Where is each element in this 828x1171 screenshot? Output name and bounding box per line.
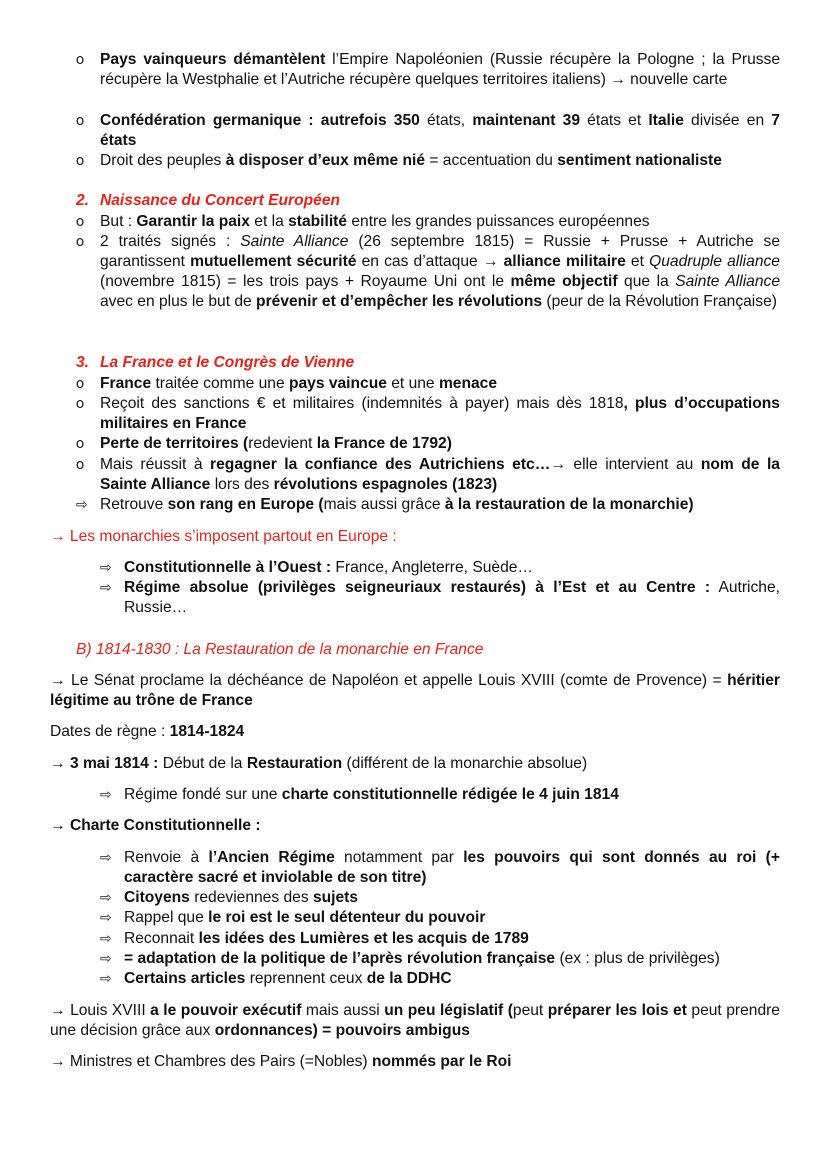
bullet-item: Confédération germanique : autrefois 350 états, maintenant 39 états et Italie divisée en 7 états — [100, 112, 780, 149]
arrow-bullet-icon: ⇨ — [100, 890, 112, 906]
arrow-bullet-icon: ⇨ — [100, 971, 112, 987]
section-number: 2. — [76, 192, 90, 209]
arrow-bullet-icon: ⇨ — [100, 910, 112, 926]
arrow-bullet-icon: ⇨ — [100, 787, 112, 803]
bullet-circle-icon: o — [75, 214, 85, 230]
arrow-item: Citoyens redeviennes des sujets — [124, 889, 359, 906]
paragraph: → 3 mai 1814 : Début de la Restauration (différent de la monarchie absolue) — [50, 755, 588, 772]
bullet-item: Pays vainqueurs démantèlent l’Empire Napoléonien (Russie récupère la Pologne ; la Prusse récupère la Westphalie et l’Autriche récupère quelques territoires italiens) → nouvelle carte — [100, 51, 781, 88]
bullet-item: Mais réussit à regagner la confiance des Autrichiens etc…→ elle intervient au nom de la Sainte Alliance lors des révolutions espagnoles (1823) — [100, 456, 780, 493]
arrow-bullet-icon: ⇨ — [100, 560, 112, 576]
bullet-item: Droit des peuples à disposer d’eux même nié = accentuation du sentiment nationaliste — [100, 152, 722, 169]
arrow-bullet-icon: ⇨ — [100, 951, 112, 967]
bullet-item: 2 traités signés : Sainte Alliance (26 septembre 1815) = Russie + Prusse + Autriche se garantissent mutuellement sécurité en cas d’attaque → alliance militaire et Quadruple alliance (novembre 1815) = les trois pays + Royaume Uni ont le même objectif que la Sainte Alliance avec en plus le but de prévenir et d’empêcher les révolutions (peur de la Révolution Française) — [100, 233, 781, 310]
highlight-line: → Les monarchies s’imposent partout en Europe : — [50, 528, 397, 545]
arrow-item: Constitutionnelle à l’Ouest : France, Angleterre, Suède… — [124, 559, 534, 576]
arrow-bullet-icon: ⇨ — [100, 850, 112, 866]
arrow-item: = adaptation de la politique de l’après révolution française (ex : plus de privilèges) — [124, 950, 720, 967]
bullet-circle-icon: o — [75, 52, 85, 68]
paragraph: → Louis XVIII a le pouvoir exécutif mais aussi un peu législatif (peut préparer les lois et peut prendre une décision grâce aux ordonnances) = pouvoirs ambigus — [50, 1002, 780, 1039]
arrow-item: Certains articles reprennent ceux de la DDHC — [124, 970, 452, 987]
paragraph: Dates de règne : 1814-1824 — [50, 723, 245, 740]
arrow-item: Rappel que le roi est le seul détenteur du pouvoir — [124, 909, 486, 926]
subsection-heading: B) 1814-1830 : La Restauration de la monarchie en France — [76, 641, 484, 658]
section-number: 3. — [76, 354, 90, 371]
paragraph: → Le Sénat proclame la déchéance de Napoléon et appelle Louis XVIII (comte de Provence) = héritier légitime au trône de France — [50, 672, 780, 709]
bullet-circle-icon: o — [75, 436, 85, 452]
section-heading: La France et le Congrès de Vienne — [100, 354, 355, 371]
arrow-item: Renvoie à l’Ancien Régime notamment par les pouvoirs qui sont donnés au roi (+ caractère sacré et inviolable de son titre) — [124, 849, 780, 886]
arrow-bullet-icon: ⇨ — [76, 497, 88, 513]
bullet-circle-icon: o — [75, 376, 85, 392]
bullet-item: Perte de territoires (redevient la France de 1792) — [100, 435, 452, 452]
bullet-item: But : Garantir la paix et la stabilité entre les grandes puissances européennes — [100, 213, 650, 230]
paragraph: → Charte Constitutionnelle : — [50, 817, 261, 834]
arrow-item: Régime absolue (privilèges seigneuriaux restaurés) à l’Est et au Centre : Autriche, Russie… — [124, 579, 780, 616]
bullet-circle-icon: o — [75, 457, 85, 473]
arrow-item: Retrouve son rang en Europe (mais aussi grâce à la restauration de la monarchie) — [100, 496, 694, 513]
paragraph: → Ministres et Chambres des Pairs (=Nobles) nommés par le Roi — [50, 1053, 512, 1070]
arrow-item: Reconnait les idées des Lumières et les acquis de 1789 — [124, 930, 529, 947]
bullet-circle-icon: o — [75, 113, 85, 129]
section-heading: Naissance du Concert Européen — [100, 192, 341, 209]
arrow-bullet-icon: ⇨ — [100, 580, 112, 596]
arrow-item: Régime fondé sur une charte constitutionnelle rédigée le 4 juin 1814 — [124, 786, 619, 803]
arrow-bullet-icon: ⇨ — [100, 931, 112, 947]
bullet-circle-icon: o — [75, 396, 85, 412]
bullet-item: France traitée comme une pays vaincue et une menace — [100, 375, 498, 392]
bullet-item: Reçoit des sanctions € et militaires (indemnités à payer) mais dès 1818, plus d’occupations militaires en France — [100, 395, 780, 432]
bullet-circle-icon: o — [75, 234, 85, 250]
bullet-circle-icon: o — [75, 153, 85, 169]
